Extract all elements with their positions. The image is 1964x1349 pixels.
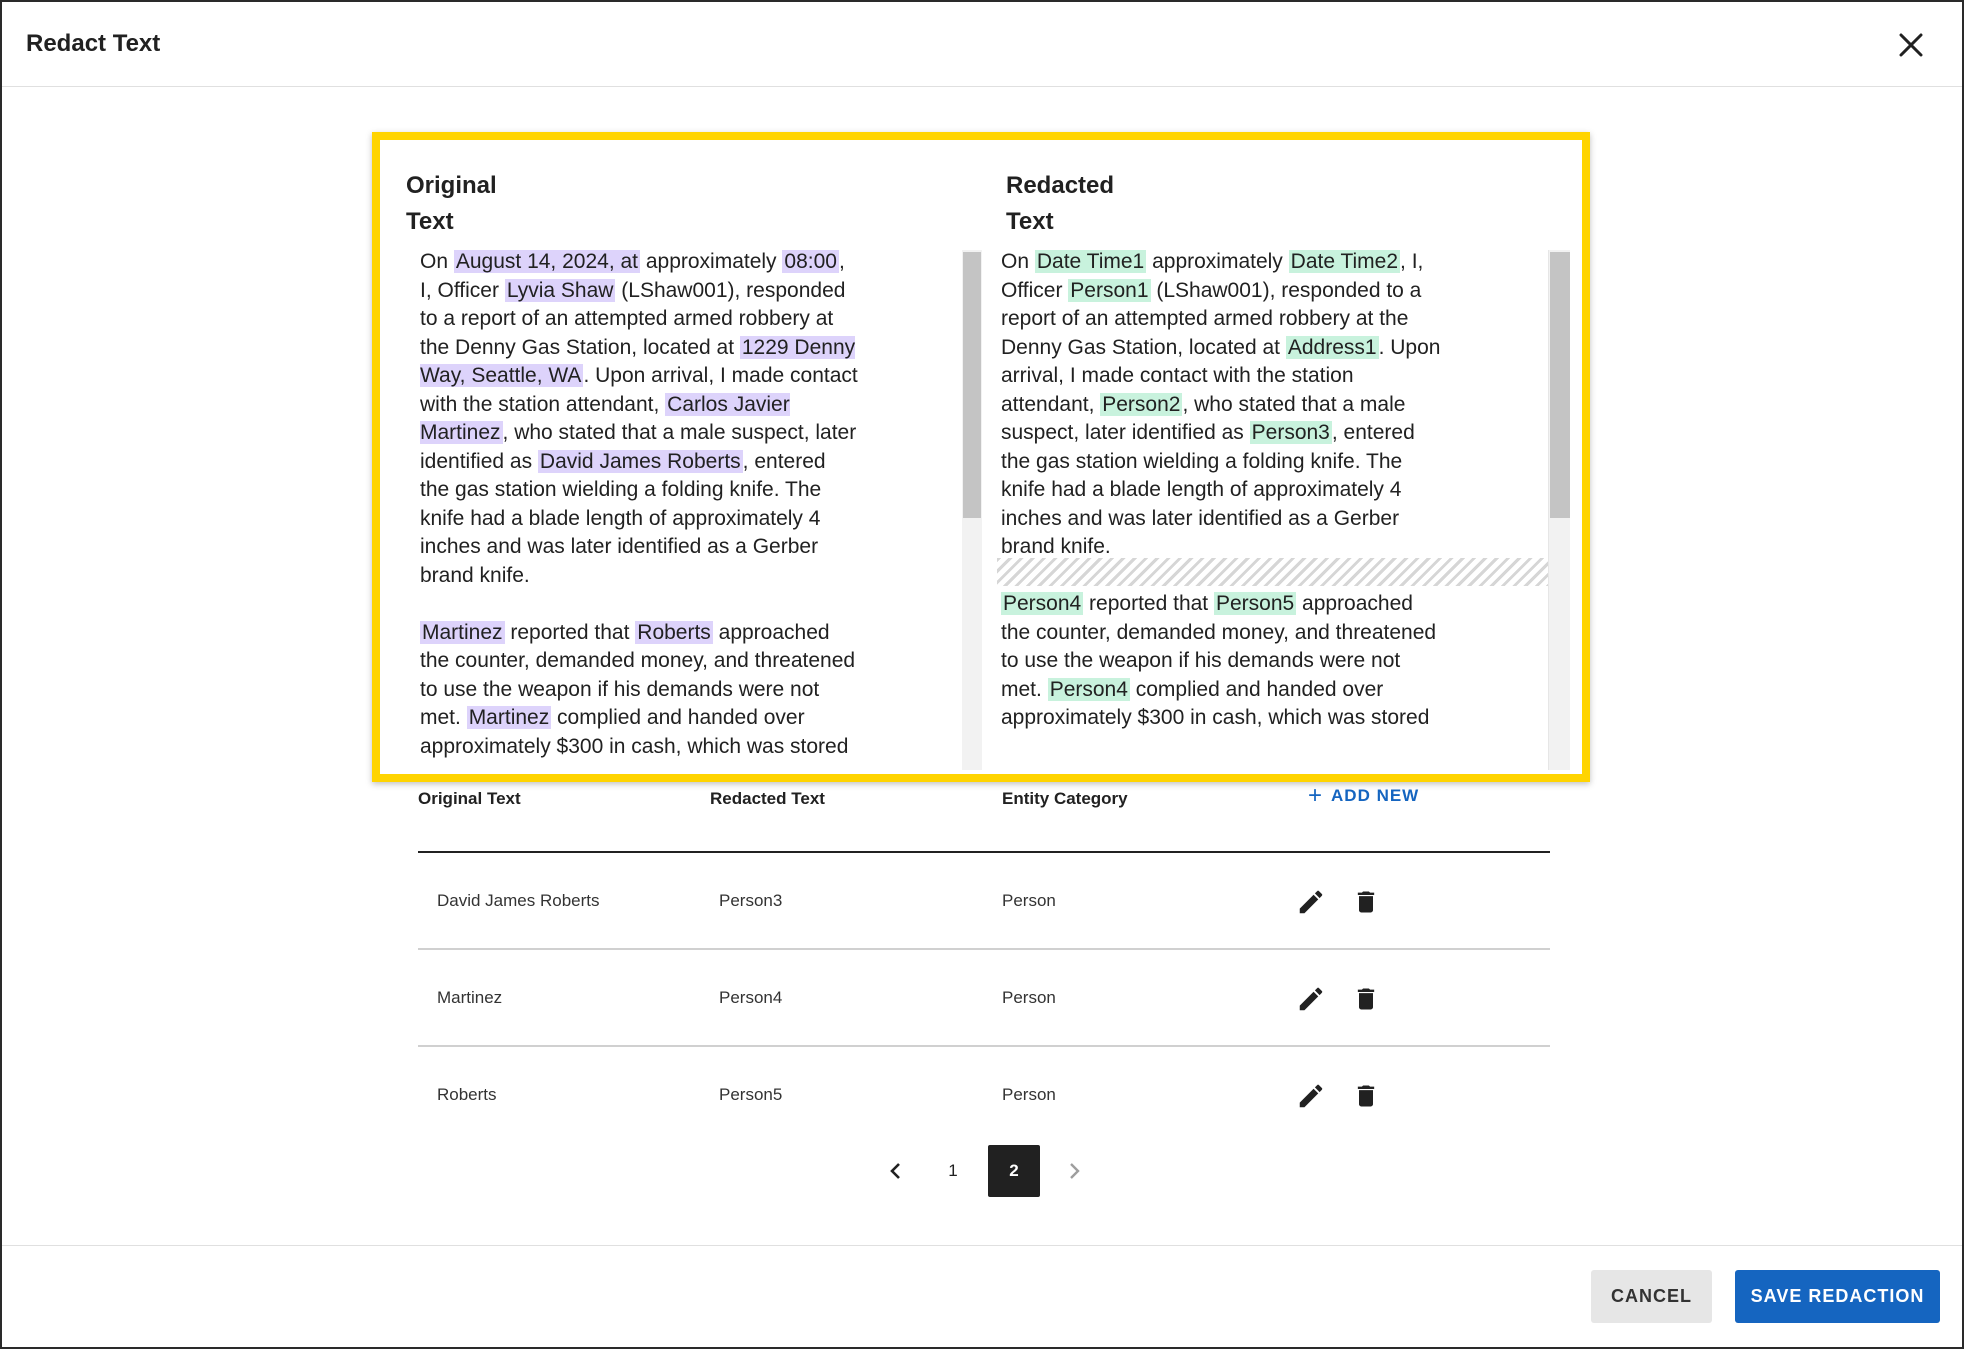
pencil-icon[interactable] xyxy=(1295,886,1327,918)
row-redacted-text: Person4 xyxy=(719,988,783,1007)
table-row xyxy=(418,1047,1550,1144)
footer-divider xyxy=(2,1245,1962,1246)
redacted-text-content: On Date Time1 approximately Date Time2, I, Officer Person1 (LShaw001), responded to a report of an attempted armed robbery at the Denny Gas Station, located at Address1. Upon arrival, I made contact with the station attendant, Person2, who stated that a male suspect, later identified as Person3, entered the gas station wielding a folding knife. The knife had a blade length of approximately 4 inches and was later identified as a Gerber brand knife. Person4 reported that Person5 approached the counter, demanded money, and threatened to use the weapon if his demands were not met. Person4 complied and handed over approximately $300 in cash, which was stored xyxy=(1001,250,1441,729)
original-text-content: On August 14, 2024, at approximately 08:00, I, Officer Lyvia Shaw (LShaw001), responded to a report of an attempted armed robbery at the Denny Gas Station, located at 1229 Denny Way, Seattle, WA. Upon arrival, I made contact with the station attendant, Carlos Javier Martinez, who stated that a male suspect, later identified as David James Roberts, entered the gas station wielding a folding knife. The knife had a blade length of approximately 4 inches and was later identified as a Gerber brand knife. Martinez reported that Roberts approached the counter, demanded money, and threatened to use the weapon if his demands were not met. Martinez complied and handed over approximately $300 in cash, which was stored xyxy=(420,250,858,758)
pencil-icon[interactable] xyxy=(1295,983,1327,1015)
text-comparison-panel xyxy=(372,132,1590,782)
row-original-text: Martinez xyxy=(437,988,503,1007)
trash-icon[interactable] xyxy=(1350,886,1382,918)
chevron-left-icon[interactable] xyxy=(878,1145,914,1197)
column-header-category: Entity Category xyxy=(1002,789,1128,808)
dialog-title: Redact Text xyxy=(26,30,161,57)
chevron-right-icon[interactable] xyxy=(1056,1145,1092,1197)
trash-icon[interactable] xyxy=(1350,983,1382,1015)
column-header-redacted: Redacted Text xyxy=(710,789,825,808)
save-redaction-button[interactable]: SAVE REDACTION xyxy=(1735,1270,1940,1323)
line-spacer-hatch xyxy=(997,558,1565,586)
table-row xyxy=(418,853,1550,950)
row-original-text: Roberts xyxy=(437,1085,497,1104)
original-text-heading: Original Text xyxy=(406,172,497,235)
cancel-button[interactable]: CANCEL xyxy=(1591,1270,1712,1323)
row-entity-category: Person xyxy=(1002,891,1056,910)
redacted-text-heading: Redacted Text xyxy=(1006,172,1115,235)
add-new-label: ADD NEW xyxy=(1331,786,1420,805)
close-icon[interactable] xyxy=(1892,26,1930,64)
row-redacted-text: Person3 xyxy=(719,891,783,910)
dialog-header xyxy=(2,2,1962,87)
pencil-icon[interactable] xyxy=(1295,1080,1327,1112)
column-header-original: Original Text xyxy=(418,789,521,808)
row-entity-category: Person xyxy=(1002,1085,1056,1104)
page-button-2[interactable]: 2 xyxy=(988,1145,1040,1197)
row-entity-category: Person xyxy=(1002,988,1056,1007)
trash-icon[interactable] xyxy=(1350,1080,1382,1112)
original-scrollbar-thumb[interactable] xyxy=(963,252,981,518)
table-row xyxy=(418,950,1550,1047)
page-button-1[interactable]: 1 xyxy=(948,1161,958,1180)
add-new-button[interactable] xyxy=(1308,782,1420,809)
plus-icon: + xyxy=(1308,782,1324,809)
redacted-scrollbar-thumb[interactable] xyxy=(1550,252,1570,518)
row-original-text: David James Roberts xyxy=(437,891,600,910)
row-redacted-text: Person5 xyxy=(719,1085,783,1104)
